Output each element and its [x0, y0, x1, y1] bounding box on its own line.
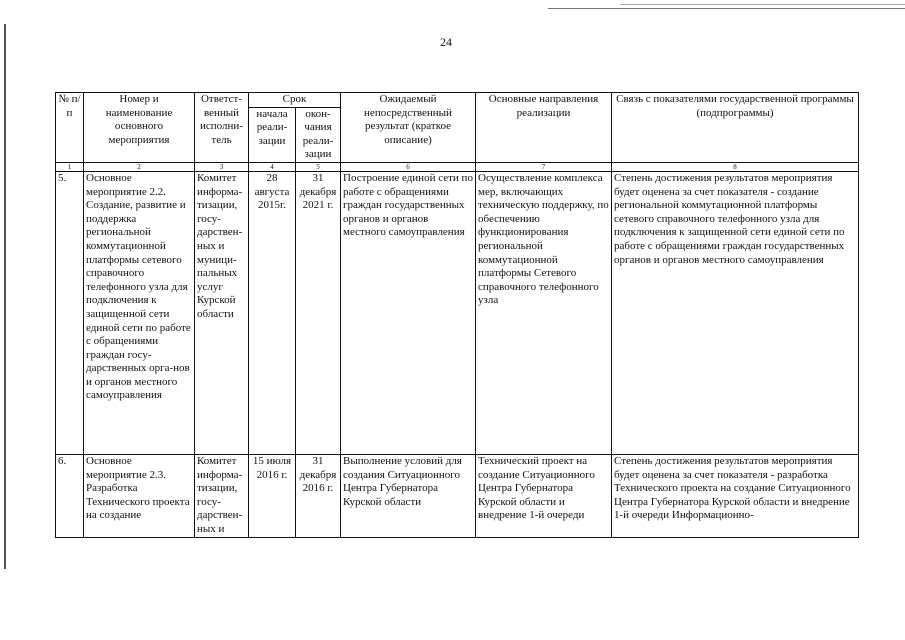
- header-link: Связь с показателями государственной программы (подпрограммы): [612, 93, 859, 163]
- row-num: 5.: [56, 171, 84, 454]
- row-start: 15 июля 2016 г.: [249, 454, 296, 537]
- header-end: окон-чания реали-зации: [296, 107, 341, 162]
- row-end: 31 декабря 2021 г.: [296, 171, 341, 454]
- column-numbers-row: [56, 162, 859, 171]
- scan-artifact-edge: [4, 24, 6, 569]
- header-row: [56, 93, 859, 108]
- header-name: Номер и наименование основного мероприятия: [84, 93, 195, 163]
- header-executor: Ответст-венный исполни-тель: [195, 93, 249, 163]
- page-number: 24: [440, 35, 452, 49]
- row-executor: Комитет информа-тизации, госу-дарствен-ных и муници-пальных услуг Курской области: [195, 171, 249, 454]
- activities-table: [55, 92, 859, 538]
- scan-artifact-line: [620, 4, 905, 5]
- row-directions: Осуществление комплекса мер, включающих техническую поддержку, по обеспечению функционирования региональной коммутационной платформы Сетевого справочного телефонного узла: [476, 171, 612, 454]
- row-directions: Технический проект на создание Ситуационного Центра Губернатора Курской области и внедрение 1-й очереди: [476, 454, 612, 537]
- header-directions: Основные направления реализации: [476, 93, 612, 163]
- column-number: 4: [249, 162, 296, 171]
- column-number: 6: [341, 162, 476, 171]
- row-link: Степень достижения результатов мероприятия будет оценена за счет показателя - создание региональной коммутационной платформы сетевого справочного телефонного узла для подключения к защищенной сети единой сети по работе с обращениями граждан государственных органов и органов местного самоуправления: [612, 171, 859, 454]
- table-row: [56, 171, 859, 454]
- column-number: 3: [195, 162, 249, 171]
- row-end: 31 декабря 2016 г.: [296, 454, 341, 537]
- column-number: 5: [296, 162, 341, 171]
- column-number: 7: [476, 162, 612, 171]
- row-name: Основное мероприятие 2.2. Создание, развитие и поддержка региональной коммутационной платформы сетевого справочного телефонного узла для подключения к защищенной сети единой сети по работе с обращениями граждан госу-дарственных орга-нов и органов местного самоуправления: [84, 171, 195, 454]
- row-start: 28 августа 2015г.: [249, 171, 296, 454]
- header-start: начала реали-зации: [249, 107, 296, 162]
- row-result: Построение единой сети по работе с обращениями граждан государственных органов и органов местного самоуправления: [341, 171, 476, 454]
- scan-artifact-line: [548, 8, 905, 9]
- row-name: Основное мероприятие 2.3. Разработка Технического проекта на создание: [84, 454, 195, 537]
- row-num: 6.: [56, 454, 84, 537]
- row-executor: Комитет информа-тизации, госу-дарствен-ных и: [195, 454, 249, 537]
- column-number: 8: [612, 162, 859, 171]
- row-link: Степень достижения результатов мероприятия будет оценена за счет показателя - разработка Технического проекта на создание Ситуационного Центра Губернатора Курской области и внедрение 1-й очереди Информационно-: [612, 454, 859, 537]
- column-number: 1: [56, 162, 84, 171]
- table-row: [56, 454, 859, 537]
- header-result: Ожидаемый непосредственный результат (краткое описание): [341, 93, 476, 163]
- column-number: 2: [84, 162, 195, 171]
- row-result: Выполнение условий для создания Ситуационного Центра Губернатора Курской области: [341, 454, 476, 537]
- header-num: № п/п: [56, 93, 84, 163]
- header-term: Срок: [249, 93, 341, 108]
